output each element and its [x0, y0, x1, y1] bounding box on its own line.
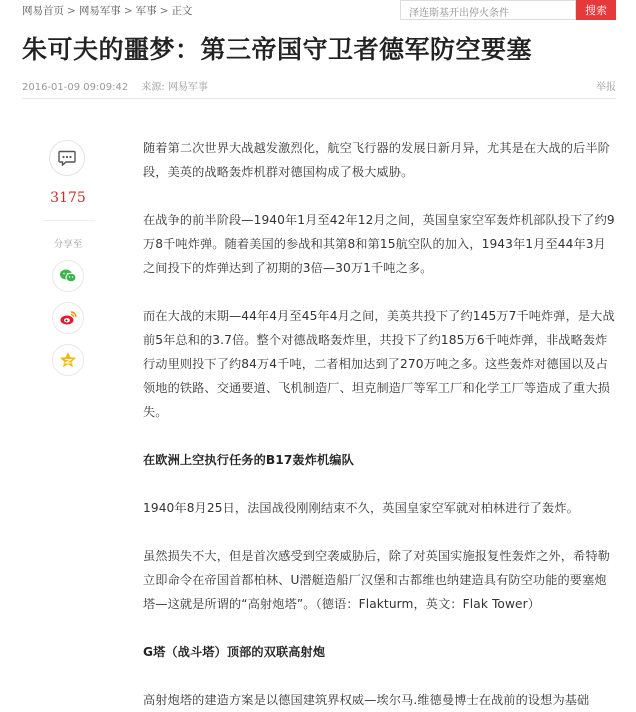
header-divider	[22, 98, 616, 99]
share-label: 分享至	[53, 239, 83, 250]
search-button[interactable]: 搜索	[576, 0, 616, 20]
comment-count[interactable]: 3175	[50, 190, 86, 206]
breadcrumb-current: 正文	[171, 5, 193, 17]
article-body	[143, 136, 618, 712]
breadcrumb-separator: >	[67, 5, 76, 17]
breadcrumb-netease-military-link[interactable]: 网易军事	[78, 5, 121, 17]
top-bar	[0, 0, 636, 26]
qzone-star-icon	[59, 351, 77, 369]
article-paragraph: 虽然损失不大，但是首次感受到空袭威胁后，除了对英国实施报复性轰炸之外，希特勒立即命令在帝国首都柏林、U潜艇造船厂汉堡和古都维也纳建造具有防空功能的要塞炮塔—这就是所谓的“高射炮塔”。（德语：Flakturm，英文：Flak Tower）	[143, 549, 610, 611]
search-box	[400, 0, 576, 20]
article-paragraph: 在战争的前半阶段—1940年1月至42年12月之间，英国皇家空军轰炸机部队投下了约9万8千吨炸弹。随着美国的参战和其第8和第15航空队的加入，1943年1月至44年3月之间投下的炸弹达到了初期的3倍—30万1千吨之多。	[143, 213, 615, 275]
breadcrumb	[22, 3, 192, 18]
wechat-icon	[59, 268, 77, 284]
article-title: 朱可夫的噩梦：第三帝国守卫者德军防空要塞	[22, 35, 533, 64]
search-input[interactable]	[401, 5, 575, 23]
breadcrumb-separator: >	[159, 5, 169, 17]
source-link[interactable]: 网易军事	[167, 82, 208, 93]
publish-datetime: 2016-01-09 09:09:42	[22, 82, 129, 93]
article-paragraph: 高射炮塔的建造方案是以德国建筑界权威—埃尔马.维德曼博士在战前的设想为基础	[143, 693, 590, 707]
share-wechat-button[interactable]	[52, 260, 84, 292]
weibo-icon	[59, 310, 77, 326]
share-weibo-button[interactable]	[52, 302, 84, 334]
source-label: 来源:	[141, 82, 165, 93]
article-paragraph: 而在大战的末期—44年4月至45年4月之间，美英共投下了约145万7千吨炸弹，是大战前5年总和的3.7倍。整个对德战略轰炸里，共投下了约185万6千吨炸弹，非战略轰炸行动里则投下了约84万4千吨，二者相加达到了270万吨之多。这些轰炸对德国以及占领地的铁路、交通要道、飞机制造厂、坦克制造厂等军工厂和化学工厂等造成了重大损失。	[143, 309, 615, 419]
comment-icon[interactable]	[49, 140, 85, 176]
article-paragraph: 随着第二次世界大战越发激烈化，航空飞行器的发展日新月异，尤其是在大战的后半阶段，美英的战略轰炸机群对德国构成了极大威胁。	[143, 141, 610, 179]
breadcrumb-home-link[interactable]: 网易首页	[22, 5, 64, 17]
breadcrumb-military-link[interactable]: 军事	[135, 5, 157, 17]
breadcrumb-separator: >	[123, 5, 133, 17]
article-paragraph: 1940年8月25日，法国战役刚刚结束不久，英国皇家空军就对柏林进行了轰炸。	[143, 501, 579, 515]
image-caption-heading: 在欧洲上空执行任务的B17轰炸机编队	[143, 453, 354, 467]
image-caption-heading: G塔（战斗塔）顶部的双联高射炮	[143, 645, 326, 659]
article-meta	[22, 78, 208, 93]
share-qzone-button[interactable]	[52, 344, 84, 376]
sidebar-divider	[43, 220, 95, 221]
report-link[interactable]: 举报	[596, 82, 616, 93]
